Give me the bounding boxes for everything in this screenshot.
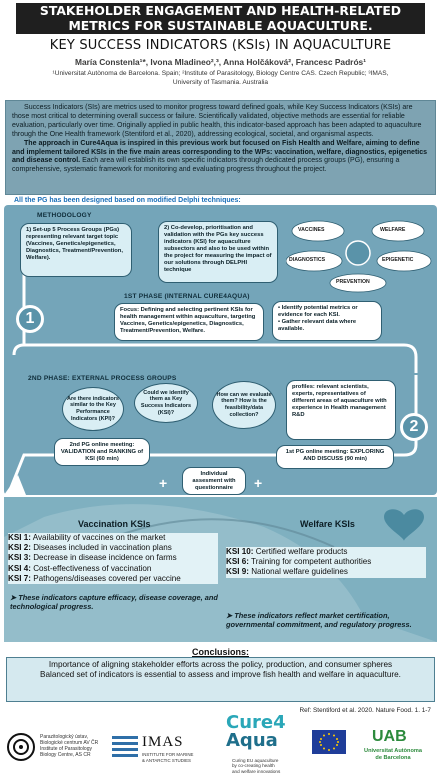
cure4aqua-tag-2: by co-creating health — [232, 763, 275, 769]
cure4aqua-tag-3: and welfare innovations — [232, 768, 281, 774]
ksi-code: KSI 4: — [8, 563, 31, 573]
cure4aqua-top: Cure4 — [226, 712, 286, 733]
logo-bar — [0, 712, 441, 784]
phase-1-bullet-1: • Identify potential metrics or evidence for each KSI. — [278, 305, 358, 318]
ksi-text: Diseases included in vaccination plans — [30, 543, 172, 553]
cure4aqua-bottom: Aqua — [226, 730, 278, 751]
parasitology-text-3: Institute of Parasitology — [40, 746, 92, 752]
subtitle: KEY SUCCESS INDICATORS (KSIs) IN AQUACULTURE — [49, 38, 392, 53]
ksi-item — [8, 543, 218, 553]
ksi-code: KSI 10: — [226, 547, 254, 556]
heart-icon — [384, 509, 424, 541]
step-2-box: 2) Co-develop, prioritisation and validation with the PGs key success indicators (KSI) for aquaculture subsectors and also to be used within the project for measuring the impact of our solutions through DELPHI technique — [158, 221, 278, 283]
affiliation-line-2: University of Tasmania. Australia — [172, 79, 269, 86]
eu-flag-icon — [312, 730, 346, 754]
ksi-item — [8, 553, 218, 563]
vaccination-ksi-title: Vaccination KSIs — [78, 519, 151, 529]
ksi-code: KSI 7: — [8, 573, 31, 583]
intro-panel — [5, 100, 436, 195]
imas-logo-icon — [112, 734, 138, 762]
phase-1-bullets-box — [272, 301, 382, 341]
phase-2-label: 2ND PHASE: EXTERNAL PROCESS GROUPS — [28, 375, 177, 382]
question-ksi: Could we identify them as Key Success Indicators (KSI)? — [134, 383, 198, 423]
plus-sign-2: + — [254, 475, 263, 491]
welfare-ksi-list — [226, 547, 426, 578]
pillar-welfare: WELFARE — [380, 227, 406, 233]
poster-header — [0, 0, 441, 100]
parasitology-text-1: Parazitologický ústav, — [40, 734, 88, 740]
ksi-text: Decrease in disease incidence on farms — [30, 553, 177, 563]
ksi-item — [8, 574, 218, 584]
imas-logo-text: IMAS — [142, 734, 184, 750]
imas-subtitle — [142, 752, 193, 764]
ksi-text: Pathogens/diseases covered per vaccine — [30, 573, 181, 583]
ksi-text: Training for competent authorities — [248, 557, 372, 567]
parasitology-text-2: Biologické centrum AV ČR — [40, 740, 99, 746]
welfare-note-text: These indicators reflect market certification, governmental commitment, and regulatory progress. — [226, 611, 412, 629]
parasitology-logo-icon — [6, 732, 36, 762]
imas-subtitle-1: INSTITUTE FOR MARINE — [142, 752, 194, 757]
vaccination-note-text: These indicators capture efficacy, disease coverage, and technological progress. — [10, 593, 218, 611]
individual-assessment-box: Individual assesment with questionnaire — [182, 467, 246, 495]
conclusions-box — [6, 657, 435, 702]
welfare-ksi-title: Welfare KSIs — [300, 519, 355, 529]
intro-bold-text: The approach in Cure4Aqua is inspired in this previous work but focused on Fish Health and Welfare, aiming to define and implement tailored KSIs in the five main areas corresponding to the WPs: vaccination, welfare, diagnostics, epigenetics and disease control. — [12, 139, 428, 165]
question-evaluate: How can we evaluate them? How is the feasibility/data collection? — [212, 381, 276, 429]
ksi-item — [226, 567, 426, 577]
meeting-1-box: 1st PG online meeting: EXPLORING AND DISCUSS (90 min) — [276, 445, 394, 469]
ksi-section — [4, 497, 437, 642]
authors: María Constenla¹*, Ivona Mladineo²,³, Anna Holčáková², Francesc Padrós¹ — [74, 57, 367, 67]
meeting-2-box: 2nd PG online meeting: VALIDATION and RANKING of KSI (60 min) — [54, 438, 150, 466]
ksi-code: KSI 3: — [8, 553, 31, 563]
ksi-text: Cost-effectiveness of vaccination — [30, 563, 152, 573]
ksi-code: KSI 6: — [226, 557, 249, 567]
cure4aqua-tag-1: Curing EU aquaculture — [232, 758, 279, 763]
ksi-item — [8, 533, 218, 543]
question-kpi: Are there indicators similar to the Key Performance Indicators (KPI)? — [62, 387, 124, 431]
ksi-item — [226, 547, 426, 557]
phase-1-bullet-2-text: Gather relevant data where available. — [278, 319, 357, 332]
uab-subtitle — [358, 748, 428, 761]
ksi-code: KSI 1: — [8, 533, 31, 542]
parasitology-logo-text — [40, 734, 98, 758]
welfare-note: ➤ These indicators reflect market certification, governmental commitment, and regulatory progress. — [226, 611, 412, 629]
cure4aqua-logo — [226, 714, 286, 750]
phase-1-focus-box: Focus: Defining and selecting pertinent KSIs for health management within aquaculture, targeting Vaccines, Genetics/epigenetics, Diagnostics, Treatment/Prevention, Welfare. — [114, 303, 264, 341]
step-1-box: 1) Set-up 5 Process Groups (PGs) representing relevant target topic (Vaccines, Genetics/epigenetics, Diagnostics, Treatment/Prevention, Welfare). — [20, 223, 132, 277]
imas-subtitle-2: & ANTARCTIC STUDIES — [142, 758, 191, 763]
pillar-prevention: PREVENTION — [336, 279, 370, 285]
delphi-note: All the PG has been designed based on modified Delphi techniques: — [14, 197, 241, 204]
phase-2-number: 2 — [400, 413, 428, 441]
title-line-2: METRICS FOR SUSTAINABLE AQUACULTURE. — [68, 18, 373, 33]
plus-sign-1: + — [159, 475, 168, 491]
ksi-text: National welfare guidelines — [248, 567, 348, 577]
methodology-label: METHODOLOGY — [37, 212, 92, 219]
ksi-item — [226, 557, 426, 567]
conclusion-line-1: Importance of aligning stakeholder efforts across the policy, production, and consumer spheres — [48, 660, 393, 669]
pillars-diagram — [286, 217, 432, 293]
intro-paragraph-1: Success Indicators (SIs) are metrics used to monitor progress toward defined goals, while Key Success Indicators (KSIs) are those most critical to determining overall success or failure. Scientifically validated, objective methods are essential for reliable evaluation, particularly over time. Originally applied in public health, this indicator-based approach has been adapted to aquaculture through the One Health framework (Stentiford et al., 2020), addressing ecological, societal, and organismal aspects. — [12, 104, 422, 138]
intro-paragraph-2 — [12, 140, 429, 176]
title-line-1: STAKEHOLDER ENGAGEMENT AND HEALTH-RELATED — [39, 3, 402, 18]
affiliation-line-1: ¹Universitat Autònoma de Barcelona. Spain; ²Institute of Parasitology, Biology Centre CAS. Czech Republic; ³IMAS, — [52, 70, 389, 77]
phase-1-bullet-2: • Gather relevant data where available. — [278, 319, 357, 332]
pillar-vaccines: VACCINES — [298, 227, 325, 233]
phase-1-bullet-1-text: Identify potential metrics or evidence for each KSI. — [278, 305, 358, 318]
affiliations — [20, 69, 421, 87]
cure4aqua-tagline — [232, 758, 280, 774]
vaccination-note: ➤ These indicators capture efficacy, disease coverage, and technological progress. — [10, 593, 218, 611]
phase-1-label: 1ST PHASE (INTERNAL CURE4AQUA) — [124, 293, 250, 300]
pillar-epigenetic: EPIGENETIC — [382, 257, 414, 263]
ksi-text: Availability of vaccines on the market — [30, 533, 166, 542]
ksi-text: Certified welfare products — [253, 547, 348, 556]
uab-logo: UAB — [372, 728, 407, 745]
uab-subtitle-1: Universitat Autònoma — [364, 748, 422, 754]
conclusion-line-2: Balanced set of indicators is essential to assess and improve fish health and welfare in aquaculture. — [40, 670, 401, 680]
intro-rest-text: Each area will establish its own specific indicators through dedicated process groups (PG), ensuring a comprehensive, systematic framework for monitoring and evaluating progress throughout the project. — [12, 157, 400, 174]
parasitology-text-4: Biology Centre, AS CR — [40, 752, 91, 758]
phase-1-number: 1 — [16, 305, 44, 333]
main-title — [16, 3, 425, 33]
conclusions-title: Conclusions: — [191, 647, 249, 657]
ksi-code: KSI 9: — [226, 567, 249, 577]
methodology-panel — [4, 205, 437, 495]
ksi-code: KSI 2: — [8, 543, 31, 553]
uab-subtitle-2: de Barcelona — [375, 754, 411, 761]
profiles-box: profiles: relevant scientists, experts, representatives of different areas of aquaculture with experience in Health management R&D — [286, 380, 396, 440]
pillar-diagnostics: DIAGNOSTICS — [289, 257, 326, 263]
reference: Ref: Stentiford et al. 2020. Nature Food. 1. 1-7 — [299, 707, 431, 714]
vaccination-ksi-list — [8, 533, 218, 584]
ksi-item — [8, 564, 218, 574]
